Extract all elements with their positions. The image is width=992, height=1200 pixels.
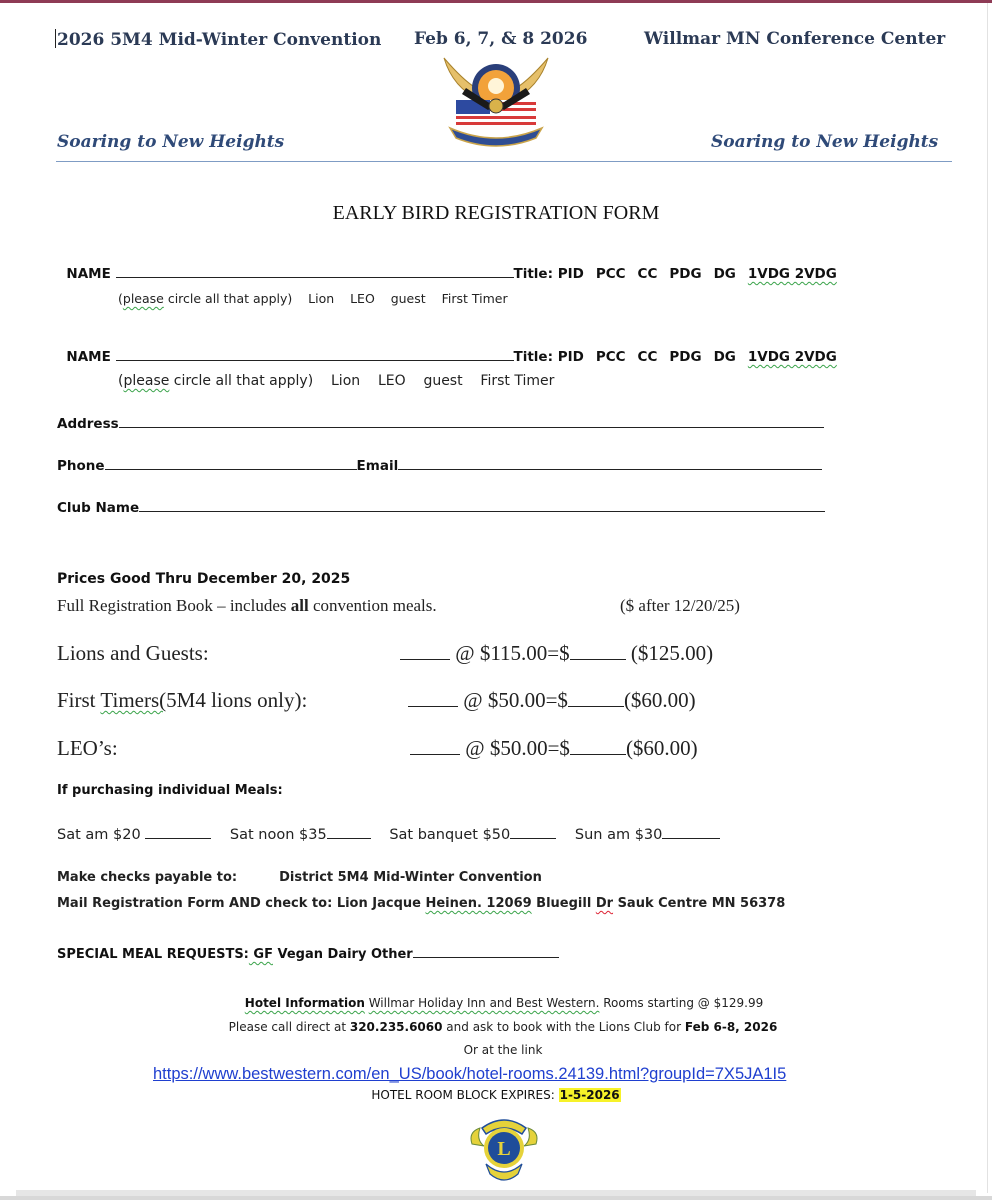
title-option-vdg[interactable]: 1VDG 2VDG — [747, 349, 837, 365]
price-calc-leos: @ $50.00=$ ($60.00) — [410, 736, 698, 761]
form-title: EARLY BIRD REGISTRATION FORM — [332, 202, 660, 224]
title-option[interactable]: DG — [713, 266, 736, 282]
member-type-option[interactable]: Lion — [331, 373, 361, 389]
late-price-note: ($ after 12/20/25) — [620, 596, 740, 615]
member-type-option[interactable]: guest — [423, 373, 463, 389]
special-option-other[interactable]: Other — [370, 947, 413, 962]
lions-club-emblem-icon — [466, 1114, 542, 1184]
full-registration-note: Full Registration Book – includes all convention meals. — [57, 596, 437, 615]
price-label-first-timers: First Timers(5M4 lions only): — [57, 688, 308, 712]
event-dates: Feb 6, 7, & 8 2026 — [414, 29, 588, 49]
special-meal-requests: SPECIAL MEAL REQUESTS: GF Vegan Dairy Other — [57, 945, 559, 962]
club-row: Club Name — [57, 499, 825, 516]
checks-payable-row: Make checks payable to: District 5M4 Mid-Winter Convention — [57, 870, 542, 885]
price-label-leos: LEO’s: — [57, 736, 118, 760]
svg-text:L: L — [497, 1138, 511, 1160]
address-field[interactable] — [119, 415, 824, 428]
tagline-left: Soaring to New Heights — [57, 132, 285, 152]
quantity-field-first-timers[interactable] — [408, 690, 458, 707]
top-border — [0, 0, 992, 3]
mail-to-row: Mail Registration Form AND check to: Lion Jacque Heinen. 12069 Bluegill Dr Sauk Centre MN 56378 — [57, 896, 786, 911]
phone-field[interactable] — [105, 457, 357, 470]
hotel-call-line: Please call direct at 320.235.6060 and ask to book with the Lions Club for Feb 6-8, 2026 — [228, 1020, 778, 1034]
member-type-option[interactable]: LEO — [377, 373, 406, 389]
title-option[interactable]: PID — [557, 349, 584, 365]
meals-row: Sat am $20 Sat noon $35 Sat banquet $50 Sun am $30 — [57, 826, 720, 843]
viewer-background — [0, 1196, 992, 1200]
event-title: 2026 5M4 Mid-Winter Convention — [57, 30, 382, 50]
name-field-1[interactable] — [116, 265, 514, 278]
club-name-field[interactable] — [139, 499, 825, 512]
meal-field-sat-banquet[interactable] — [510, 826, 556, 839]
member-type-option[interactable]: LEO — [350, 291, 375, 306]
special-option-vegan[interactable]: Vegan — [277, 947, 323, 962]
name-field-2[interactable] — [116, 348, 514, 361]
eagle-convention-emblem-icon — [436, 48, 556, 148]
price-calc-lions: @ $115.00=$ ($125.00) — [400, 641, 713, 666]
total-field-leos[interactable] — [570, 738, 626, 755]
quantity-field-leos[interactable] — [410, 738, 460, 755]
quantity-field-lions[interactable] — [400, 643, 450, 660]
contact-row: Phone Email — [57, 457, 822, 474]
hotel-or-link: Or at the link — [463, 1043, 543, 1057]
page-edge — [987, 3, 988, 1193]
meal-field-sat-noon[interactable] — [327, 826, 371, 839]
header-divider — [56, 161, 952, 162]
special-option-gf[interactable]: GF — [248, 947, 273, 962]
address-row: Address — [57, 415, 824, 432]
hotel-info-line: Hotel Information Willmar Holiday Inn and Best Western. Rooms starting @ $129.99 — [244, 996, 764, 1010]
text-cursor — [55, 29, 56, 48]
hotel-booking-link[interactable]: https://www.bestwestern.com/en_US/book/hotel-rooms.24139.html?groupId=7X5JA1I5 — [153, 1065, 787, 1083]
event-venue: Willmar MN Conference Center — [644, 29, 946, 49]
member-type-option[interactable]: First Timer — [441, 291, 508, 306]
title-option[interactable]: DG — [713, 349, 736, 365]
title-option[interactable]: PID — [557, 266, 584, 282]
title-option[interactable]: CC — [637, 349, 658, 365]
meals-heading: If purchasing individual Meals: — [57, 783, 283, 798]
price-calc-first-timers: @ $50.00=$ ($60.00) — [408, 688, 696, 713]
email-field[interactable] — [398, 457, 822, 470]
special-other-field[interactable] — [413, 945, 559, 958]
title-option[interactable]: PDG — [669, 266, 702, 282]
name-row-1: NAME Title: PID PCC CC PDG DG 1VDG 2VDG — [66, 266, 837, 282]
room-block-expires: HOTEL ROOM BLOCK EXPIRES: 1-5-2026 — [371, 1088, 620, 1102]
title-option[interactable]: PCC — [595, 349, 626, 365]
member-type-row-2: (please circle all that apply) Lion LEO guest First Timer — [118, 373, 555, 389]
tagline-right: Soaring to New Heights — [711, 132, 939, 152]
prices-good-thru: Prices Good Thru December 20, 2025 — [57, 571, 351, 587]
expires-date-highlight: 1-5-2026 — [559, 1088, 620, 1102]
meal-field-sun-am[interactable] — [662, 826, 720, 839]
member-type-option[interactable]: guest — [390, 291, 426, 306]
title-option[interactable]: PCC — [595, 266, 626, 282]
member-type-option[interactable]: First Timer — [480, 373, 555, 389]
hotel-phone: 320.235.6060 — [349, 1020, 443, 1034]
total-field-lions[interactable] — [570, 643, 626, 660]
title-option[interactable]: PDG — [669, 349, 702, 365]
member-type-row-1: (please circle all that apply) Lion LEO guest First Timer — [118, 291, 508, 306]
special-option-dairy[interactable]: Dairy — [327, 947, 367, 962]
title-option[interactable]: CC — [637, 266, 658, 282]
title-option-vdg[interactable]: 1VDG 2VDG — [747, 266, 837, 282]
meal-field-sat-am[interactable] — [145, 826, 211, 839]
member-type-option[interactable]: Lion — [308, 291, 335, 306]
price-label-lions: Lions and Guests: — [57, 641, 209, 665]
total-field-first-timers[interactable] — [568, 690, 624, 707]
name-row-2: NAME Title: PID PCC CC PDG DG 1VDG 2VDG — [66, 349, 837, 365]
